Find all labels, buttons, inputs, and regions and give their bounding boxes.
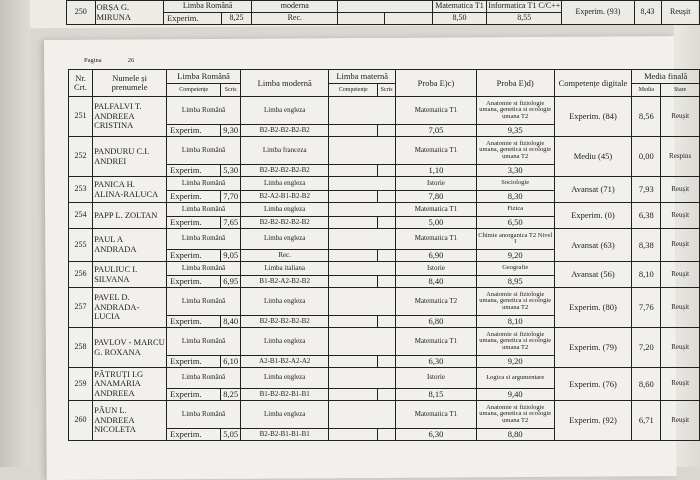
row-limba-moderna: Limba franceza [241, 137, 329, 165]
row-media: 7,93 [632, 177, 661, 203]
row-limba-romana: Limba Română [167, 368, 241, 389]
row-exam-type: Experim. [167, 217, 221, 229]
row-limba-moderna: Limba engleza [241, 328, 329, 356]
row-media: 7,76 [632, 288, 661, 328]
row-scris: 6,95 [221, 276, 241, 288]
row-nota-d: 8,10 [476, 316, 554, 328]
header-nr: Nr. Crt. [69, 70, 93, 97]
left-page-edge [0, 0, 30, 467]
row-materna-b [378, 356, 396, 368]
row-limba-materna [329, 401, 396, 429]
row-nota-d: 3,30 [476, 165, 554, 177]
row-limba-materna [329, 328, 396, 356]
row-exam-type: Experim. [167, 316, 221, 328]
row-competente: Avansat (63) [554, 229, 632, 262]
header-proba-d: Proba E)d) [476, 70, 554, 97]
prev-row-competente: Experim. (93) [562, 1, 634, 25]
row-nivel: B2-B2-B1-B1-B1 [241, 429, 329, 441]
row-scris: 8,25 [221, 389, 241, 401]
row-exam-type: Experim. [167, 276, 221, 288]
row-nivel: B2-B2-B2-B2-B2 [241, 165, 329, 177]
row-materna-b [378, 165, 396, 177]
row-nota-c: 7,80 [396, 191, 477, 203]
previous-page-table [66, 0, 700, 25]
row-proba-c: Matematica T1 [396, 328, 477, 356]
row-limba-romana: Limba Română [167, 97, 241, 125]
row-proba-d: Anatomie si fiziologie umana, genetica si ecologie umana T2 [476, 328, 554, 356]
table-row [69, 328, 700, 356]
row-proba-c: Matematica T1 [396, 137, 477, 165]
header-competente-digitale: Competențe digitale [554, 70, 632, 97]
row-materna-a [329, 165, 378, 177]
row-nota-c: 5,00 [396, 217, 477, 229]
prev-row-proba-c: Matematica T1 [432, 1, 487, 13]
row-materna-a [329, 389, 378, 401]
header-media-sub: Media [632, 84, 661, 97]
row-stare: Reușit [661, 401, 700, 441]
row-exam-type: Experim. [167, 389, 221, 401]
table-row [69, 262, 700, 276]
row-exam-type: Experim. [167, 250, 221, 262]
prev-row-limba-materna [338, 1, 432, 13]
prev-row-materna-a [338, 13, 385, 25]
row-limba-moderna: Limba engleza [241, 229, 329, 250]
row-limba-moderna: Limba engleza [241, 177, 329, 191]
header-materna-scris-sub: Scris [378, 84, 396, 97]
row-limba-materna [329, 288, 396, 316]
prev-row-stare: Reușit [661, 1, 700, 25]
row-limba-materna [329, 203, 396, 217]
row-nivel: B2-B2-B2-B2-B2 [241, 316, 329, 328]
row-stare: Reușit [661, 97, 700, 137]
row-competente: Avansat (56) [554, 262, 632, 288]
row-nota-d: 8,30 [476, 191, 554, 203]
row-materna-a [329, 125, 378, 137]
row-stare: Reușit [661, 203, 700, 229]
header-scris-sub: Scris [221, 84, 241, 97]
prev-row-name: ORȘA G. MIRUNA [95, 1, 164, 25]
row-nivel: Rec. [241, 250, 329, 262]
row-limba-moderna: Limba engleza [241, 368, 329, 389]
row-nr: 251 [69, 97, 93, 137]
row-materna-a [329, 250, 378, 262]
row-proba-c: Istorie [396, 177, 477, 191]
row-stare: Reușit [661, 229, 700, 262]
row-competente: Avansat (71) [554, 177, 632, 203]
row-scris: 7,70 [221, 191, 241, 203]
row-proba-c: Matematica T1 [396, 229, 477, 250]
row-materna-a [329, 356, 378, 368]
header-limba-romana: Limba Română [167, 70, 241, 84]
page-number: 26 [127, 57, 135, 64]
prev-row-proba-d: Informatica T1 C/C++ [487, 1, 562, 13]
row-nota-c: 8,40 [396, 276, 477, 288]
row-name: PĂUN L. ANDREEA NICOLETA [93, 401, 167, 441]
row-materna-a [329, 316, 378, 328]
header-media-finala: Media finală [632, 70, 700, 84]
row-nota-c: 8,15 [396, 389, 477, 401]
row-nr: 252 [69, 137, 93, 177]
row-limba-romana: Limba Română [167, 401, 241, 429]
row-competente: Experim. (79) [554, 328, 632, 368]
row-proba-c: Matematica T2 [396, 288, 477, 316]
table-row [69, 368, 700, 389]
row-proba-c: Matematica T1 [396, 203, 477, 217]
row-proba-d: Anatomie si fiziologie umana, genetica si ecologie umana T2 [476, 137, 554, 165]
row-proba-d: Anatomie si fiziologie umana, genetica si ecologie umana T2 [476, 288, 554, 316]
header-limba-moderna: Limba modernă [241, 70, 329, 97]
prev-row-materna-b [385, 13, 432, 25]
row-nr: 256 [69, 262, 93, 288]
row-nivel: B1-B2-A2-B2-B2 [241, 276, 329, 288]
prev-row-limba-moderna: moderna [252, 1, 338, 13]
row-nota-d: 6,50 [476, 217, 554, 229]
row-proba-d: Anatomie si fiziologie umana, genetica si ecologie umana T2 [476, 97, 554, 125]
row-nivel: B2-A2-B1-B2-B2 [241, 191, 329, 203]
row-nr: 253 [69, 177, 93, 203]
row-materna-b [378, 125, 396, 137]
row-limba-materna [329, 262, 396, 276]
row-limba-moderna: Limba engleza [241, 97, 329, 125]
row-competente: Experim. (76) [554, 368, 632, 401]
row-nota-c: 6,90 [396, 250, 477, 262]
header-proba-c: Proba E)c) [396, 70, 477, 97]
row-nota-d: 9,35 [476, 125, 554, 137]
row-media: 8,38 [632, 229, 661, 262]
row-proba-d: Logica si argumentare [476, 368, 554, 389]
table-row [69, 97, 700, 125]
row-nr: 259 [69, 368, 93, 401]
prev-row-nota-c: 8,50 [432, 13, 487, 25]
table-row [69, 177, 700, 191]
row-name: PAVLOV - MARCU G. ROXANA [93, 328, 167, 368]
row-scris: 9,30 [221, 125, 241, 137]
page-label-text: Pagina [84, 57, 102, 64]
row-nivel: B2-B2-B2-B2-B2 [241, 217, 329, 229]
row-competente: Experim. (92) [554, 401, 632, 441]
row-limba-moderna: Limba italiana [241, 262, 329, 276]
table-row [69, 137, 700, 165]
row-stare: Reușit [661, 262, 700, 288]
row-proba-d: Sociologie [476, 177, 554, 191]
row-name: PAULIUC I. SILVANA [93, 262, 167, 288]
row-stare: Respins [661, 137, 700, 177]
row-scris: 5,30 [221, 165, 241, 177]
row-name: PALFALVI T. ANDREEA CRISTINA [93, 97, 167, 137]
row-proba-c: Matematica T1 [396, 97, 477, 125]
header-stare-sub: Stare [661, 84, 700, 97]
row-limba-romana: Limba Română [167, 229, 241, 250]
row-materna-b [378, 316, 396, 328]
row-materna-a [329, 429, 378, 441]
row-nr: 258 [69, 328, 93, 368]
row-materna-a [329, 217, 378, 229]
table-row [69, 401, 700, 429]
prev-row-limba-romana: Limba Română [164, 1, 252, 13]
prev-row-exam-type: Experim. [164, 13, 222, 25]
row-nr: 254 [69, 203, 93, 229]
row-materna-a [329, 276, 378, 288]
row-nota-c: 1,10 [396, 165, 477, 177]
row-media: 0,00 [632, 137, 661, 177]
row-limba-moderna: Limba engleza [241, 203, 329, 217]
row-nr: 257 [69, 288, 93, 328]
row-limba-romana: Limba Română [167, 262, 241, 276]
row-limba-materna [329, 97, 396, 125]
row-materna-b [378, 276, 396, 288]
row-limba-materna [329, 229, 396, 250]
row-nota-d: 8,80 [476, 429, 554, 441]
row-media: 6,38 [632, 203, 661, 229]
row-media: 7,20 [632, 328, 661, 368]
results-table [68, 69, 700, 441]
row-proba-c: Matematica T1 [396, 401, 477, 429]
row-stare: Reușit [661, 368, 700, 401]
row-exam-type: Experim. [167, 356, 221, 368]
results-body [69, 97, 700, 441]
row-limba-romana: Limba Română [167, 203, 241, 217]
row-nota-d: 9,40 [476, 389, 554, 401]
row-proba-d: Fizica [476, 203, 554, 217]
row-name: PAVEL D. ANDRADA-LUCIA [93, 288, 167, 328]
page-label [84, 57, 134, 64]
row-nivel: B2-B2-B2-B2-B2 [241, 125, 329, 137]
row-competente: Experim. (84) [554, 97, 632, 137]
header-competente-sub: Competențe [167, 84, 221, 97]
row-exam-type: Experim. [167, 191, 221, 203]
row-name: PANICA H. ALINA-RALUCA [93, 177, 167, 203]
row-proba-d: Geografie [476, 262, 554, 276]
row-nr: 255 [69, 229, 93, 262]
row-scris: 5,05 [221, 429, 241, 441]
row-nota-c: 6,30 [396, 356, 477, 368]
row-limba-romana: Limba Română [167, 288, 241, 316]
row-materna-b [378, 429, 396, 441]
row-exam-type: Experim. [167, 125, 221, 137]
row-competente: Mediu (45) [554, 137, 632, 177]
row-nota-c: 6,80 [396, 316, 477, 328]
prev-row-media: 8,43 [634, 1, 661, 25]
row-scris: 6,10 [221, 356, 241, 368]
row-media: 8,60 [632, 368, 661, 401]
row-name: PAUL A ANDRADA [93, 229, 167, 262]
table-row [69, 229, 700, 250]
row-materna-b [378, 217, 396, 229]
row-scris: 9,05 [221, 250, 241, 262]
header-nume: Numele și prenumele [93, 70, 167, 97]
row-name: PĂTRUȚI I.G ANAMARIA ANDREEA [93, 368, 167, 401]
row-limba-romana: Limba Română [167, 177, 241, 191]
prev-row-nivel: Rec. [252, 13, 338, 25]
row-limba-materna [329, 177, 396, 191]
row-limba-materna [329, 137, 396, 165]
row-scris: 8,40 [221, 316, 241, 328]
row-competente: Experim. (80) [554, 288, 632, 328]
row-exam-type: Experim. [167, 429, 221, 441]
row-nota-d: 9,20 [476, 356, 554, 368]
row-nivel: B1-B2-B2-B1-B1 [241, 389, 329, 401]
row-scris: 7,65 [221, 217, 241, 229]
row-limba-romana: Limba Română [167, 137, 241, 165]
row-proba-c: Istorie [396, 368, 477, 389]
row-stare: Reușit [661, 288, 700, 328]
table-row [69, 203, 700, 217]
header-materna-competente-sub: Competențe [329, 84, 378, 97]
row-nivel: A2-B1-B2-A2-A2 [241, 356, 329, 368]
row-materna-b [378, 389, 396, 401]
row-media: 8,10 [632, 262, 661, 288]
header-limba-materna: Limba maternă [329, 70, 396, 84]
row-limba-romana: Limba Română [167, 328, 241, 356]
row-materna-b [378, 250, 396, 262]
prev-row-nr: 250 [67, 1, 96, 25]
row-nota-c: 7,05 [396, 125, 477, 137]
row-limba-moderna: Limba engleza [241, 288, 329, 316]
row-limba-materna [329, 368, 396, 389]
row-limba-moderna: Limba engleza [241, 401, 329, 429]
row-media: 8,56 [632, 97, 661, 137]
row-materna-a [329, 191, 378, 203]
row-materna-b [378, 191, 396, 203]
row-proba-d: Chimie anorganica T2 Nivel I [476, 229, 554, 250]
row-proba-c: Istorie [396, 262, 477, 276]
table-row [69, 288, 700, 316]
row-nota-c: 6,30 [396, 429, 477, 441]
row-stare: Reușit [661, 177, 700, 203]
row-competente: Experim. (0) [554, 203, 632, 229]
row-media: 6,71 [632, 401, 661, 441]
row-proba-d: Anatomie si fiziologie umana, genetica si ecologie umana T2 [476, 401, 554, 429]
row-stare: Reușit [661, 328, 700, 368]
prev-row-scris: 8,25 [221, 13, 252, 25]
row-nota-d: 9,20 [476, 250, 554, 262]
row-nr: 260 [69, 401, 93, 441]
row-name: PAPP L. ZOLTAN [93, 203, 167, 229]
row-nota-d: 8,95 [476, 276, 554, 288]
row-name: PANDURU C.I. ANDREI [93, 137, 167, 177]
prev-row-nota-d: 8,55 [487, 13, 562, 25]
row-exam-type: Experim. [167, 165, 221, 177]
